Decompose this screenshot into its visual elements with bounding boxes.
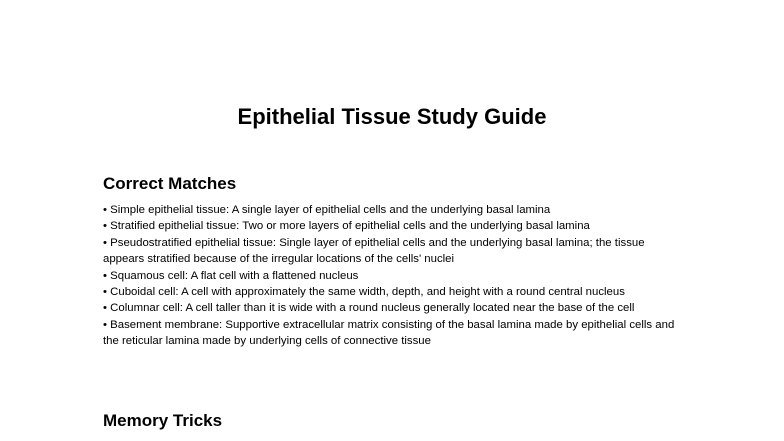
- list-item: • Simple epithelial tissue: A single layer of epithelial cells and the underlying basal lamina: [103, 204, 551, 216]
- list-item: • Stratified epithelial tissue: Two or more layers of epithelial cells and the underlying basal lamina: [103, 220, 590, 233]
- section-heading-correct-matches: Correct Matches: [103, 174, 237, 193]
- section-heading-memory-tricks: Memory Tricks: [103, 411, 223, 430]
- document-title: Epithelial Tissue Study Guide: [237, 104, 547, 129]
- list-item: • Columnar cell: A cell taller than it is wide with a round nucleus generally located near the base of the cell: [103, 302, 635, 315]
- list-item: • Pseudostratified epithelial tissue: Single layer of epithelial cells and the underlying basal lamina; the tissue appears stratified because of the irregular locations of the cells' nuclei: [103, 236, 645, 266]
- correct-matches-list: [103, 202, 683, 350]
- list-item: • Cuboidal cell: A cell with approximately the same width, depth, and height with a round central nucleus: [103, 286, 625, 299]
- list-item: • Squamous cell: A flat cell with a flattened nucleus: [103, 269, 359, 282]
- list-item: • Basement membrane: Supportive extracellular matrix consisting of the basal lamina made by epithelial cells and the reticular lamina made by underlying cells of connective tissue: [103, 318, 675, 348]
